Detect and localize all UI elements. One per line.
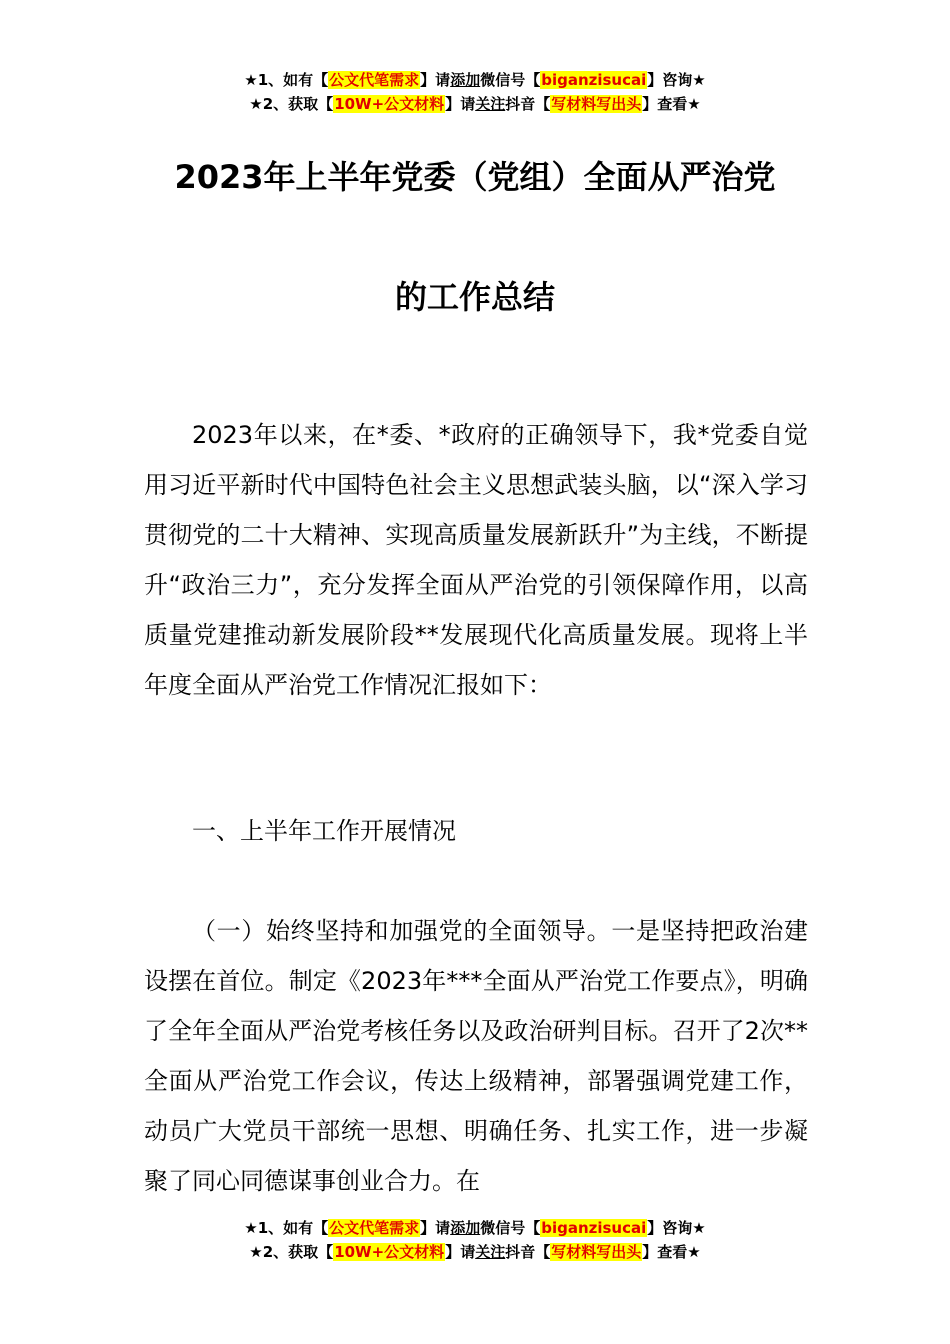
footer-banner: [0, 1216, 950, 1264]
banner-line-2: [0, 1240, 950, 1264]
banner-underline: 关注: [475, 95, 506, 113]
banner-highlight: 公文代笔需求: [329, 1219, 420, 1237]
banner-line-2: [0, 92, 950, 116]
banner-text: 微信号【: [480, 71, 541, 89]
banner-highlight: 公文代笔需求: [329, 71, 420, 89]
intro-paragraph: 2023年以来，在*委、*政府的正确领导下，我*党委自觉用习近平新时代中国特色社会主义思想武装头脑，以“深入学习贯彻党的二十大精神、实现高质量发展新跃升”为主线，不断提升“政治三力”，充分发挥全面从严治党的引领保障作用，以高质量党建推动新发展阶段**发展现代化高质量发展。现将上半年度全面从严治党工作情况汇报如下：: [144, 421, 808, 699]
section-heading: 一、上半年工作开展情况: [192, 817, 456, 845]
banner-text: 】咨询★: [647, 1219, 706, 1237]
banner-highlight: 10W+公文材料: [334, 1243, 445, 1261]
banner-text: 】查看★: [642, 95, 701, 113]
banner-highlight: 10W+公文材料: [334, 95, 445, 113]
body-paragraph: （一）始终坚持和加强党的全面领导。一是坚持把政治建设摆在首位。制定《2023年***全面从严治党工作要点》，明确了全年全面从严治党考核任务以及政治研判目标。召开了2次**全面从严治党工作会议，传达上级精神，部署强调党建工作，动员广大党员干部统一思想、明确任务、扎实工作，进一步凝聚了同心同德谋事创业合力。在: [144, 917, 808, 1195]
banner-highlight: biganzisucai: [541, 71, 647, 89]
banner-underline: 添加: [450, 71, 481, 89]
banner-text: 】请: [445, 1243, 476, 1261]
banner-highlight: 写材料写出头: [551, 95, 642, 113]
banner-text: ★2、获取【: [249, 1243, 334, 1261]
banner-text: 】请: [420, 71, 451, 89]
document-title-line-1: 2023年上半年党委（党组）全面从严治党: [174, 158, 776, 196]
banner-text: ★1、如有【: [244, 1219, 329, 1237]
banner-text: ★1、如有【: [244, 71, 329, 89]
banner-line-1: [0, 68, 950, 92]
banner-underline: 添加: [450, 1219, 481, 1237]
banner-text: 】咨询★: [647, 71, 706, 89]
banner-text: ★2、获取【: [249, 95, 334, 113]
banner-line-1: [0, 1216, 950, 1240]
banner-text: 微信号【: [480, 1219, 541, 1237]
banner-text: 】请: [445, 95, 476, 113]
document-title-line-2: 的工作总结: [394, 278, 555, 316]
banner-text: 】查看★: [642, 1243, 701, 1261]
header-banner: [0, 68, 950, 116]
banner-highlight: biganzisucai: [541, 1219, 647, 1237]
banner-text: 抖音【: [505, 1243, 551, 1261]
banner-highlight: 写材料写出头: [551, 1243, 642, 1261]
banner-text: 】请: [420, 1219, 451, 1237]
banner-underline: 关注: [475, 1243, 506, 1261]
banner-text: 抖音【: [505, 95, 551, 113]
